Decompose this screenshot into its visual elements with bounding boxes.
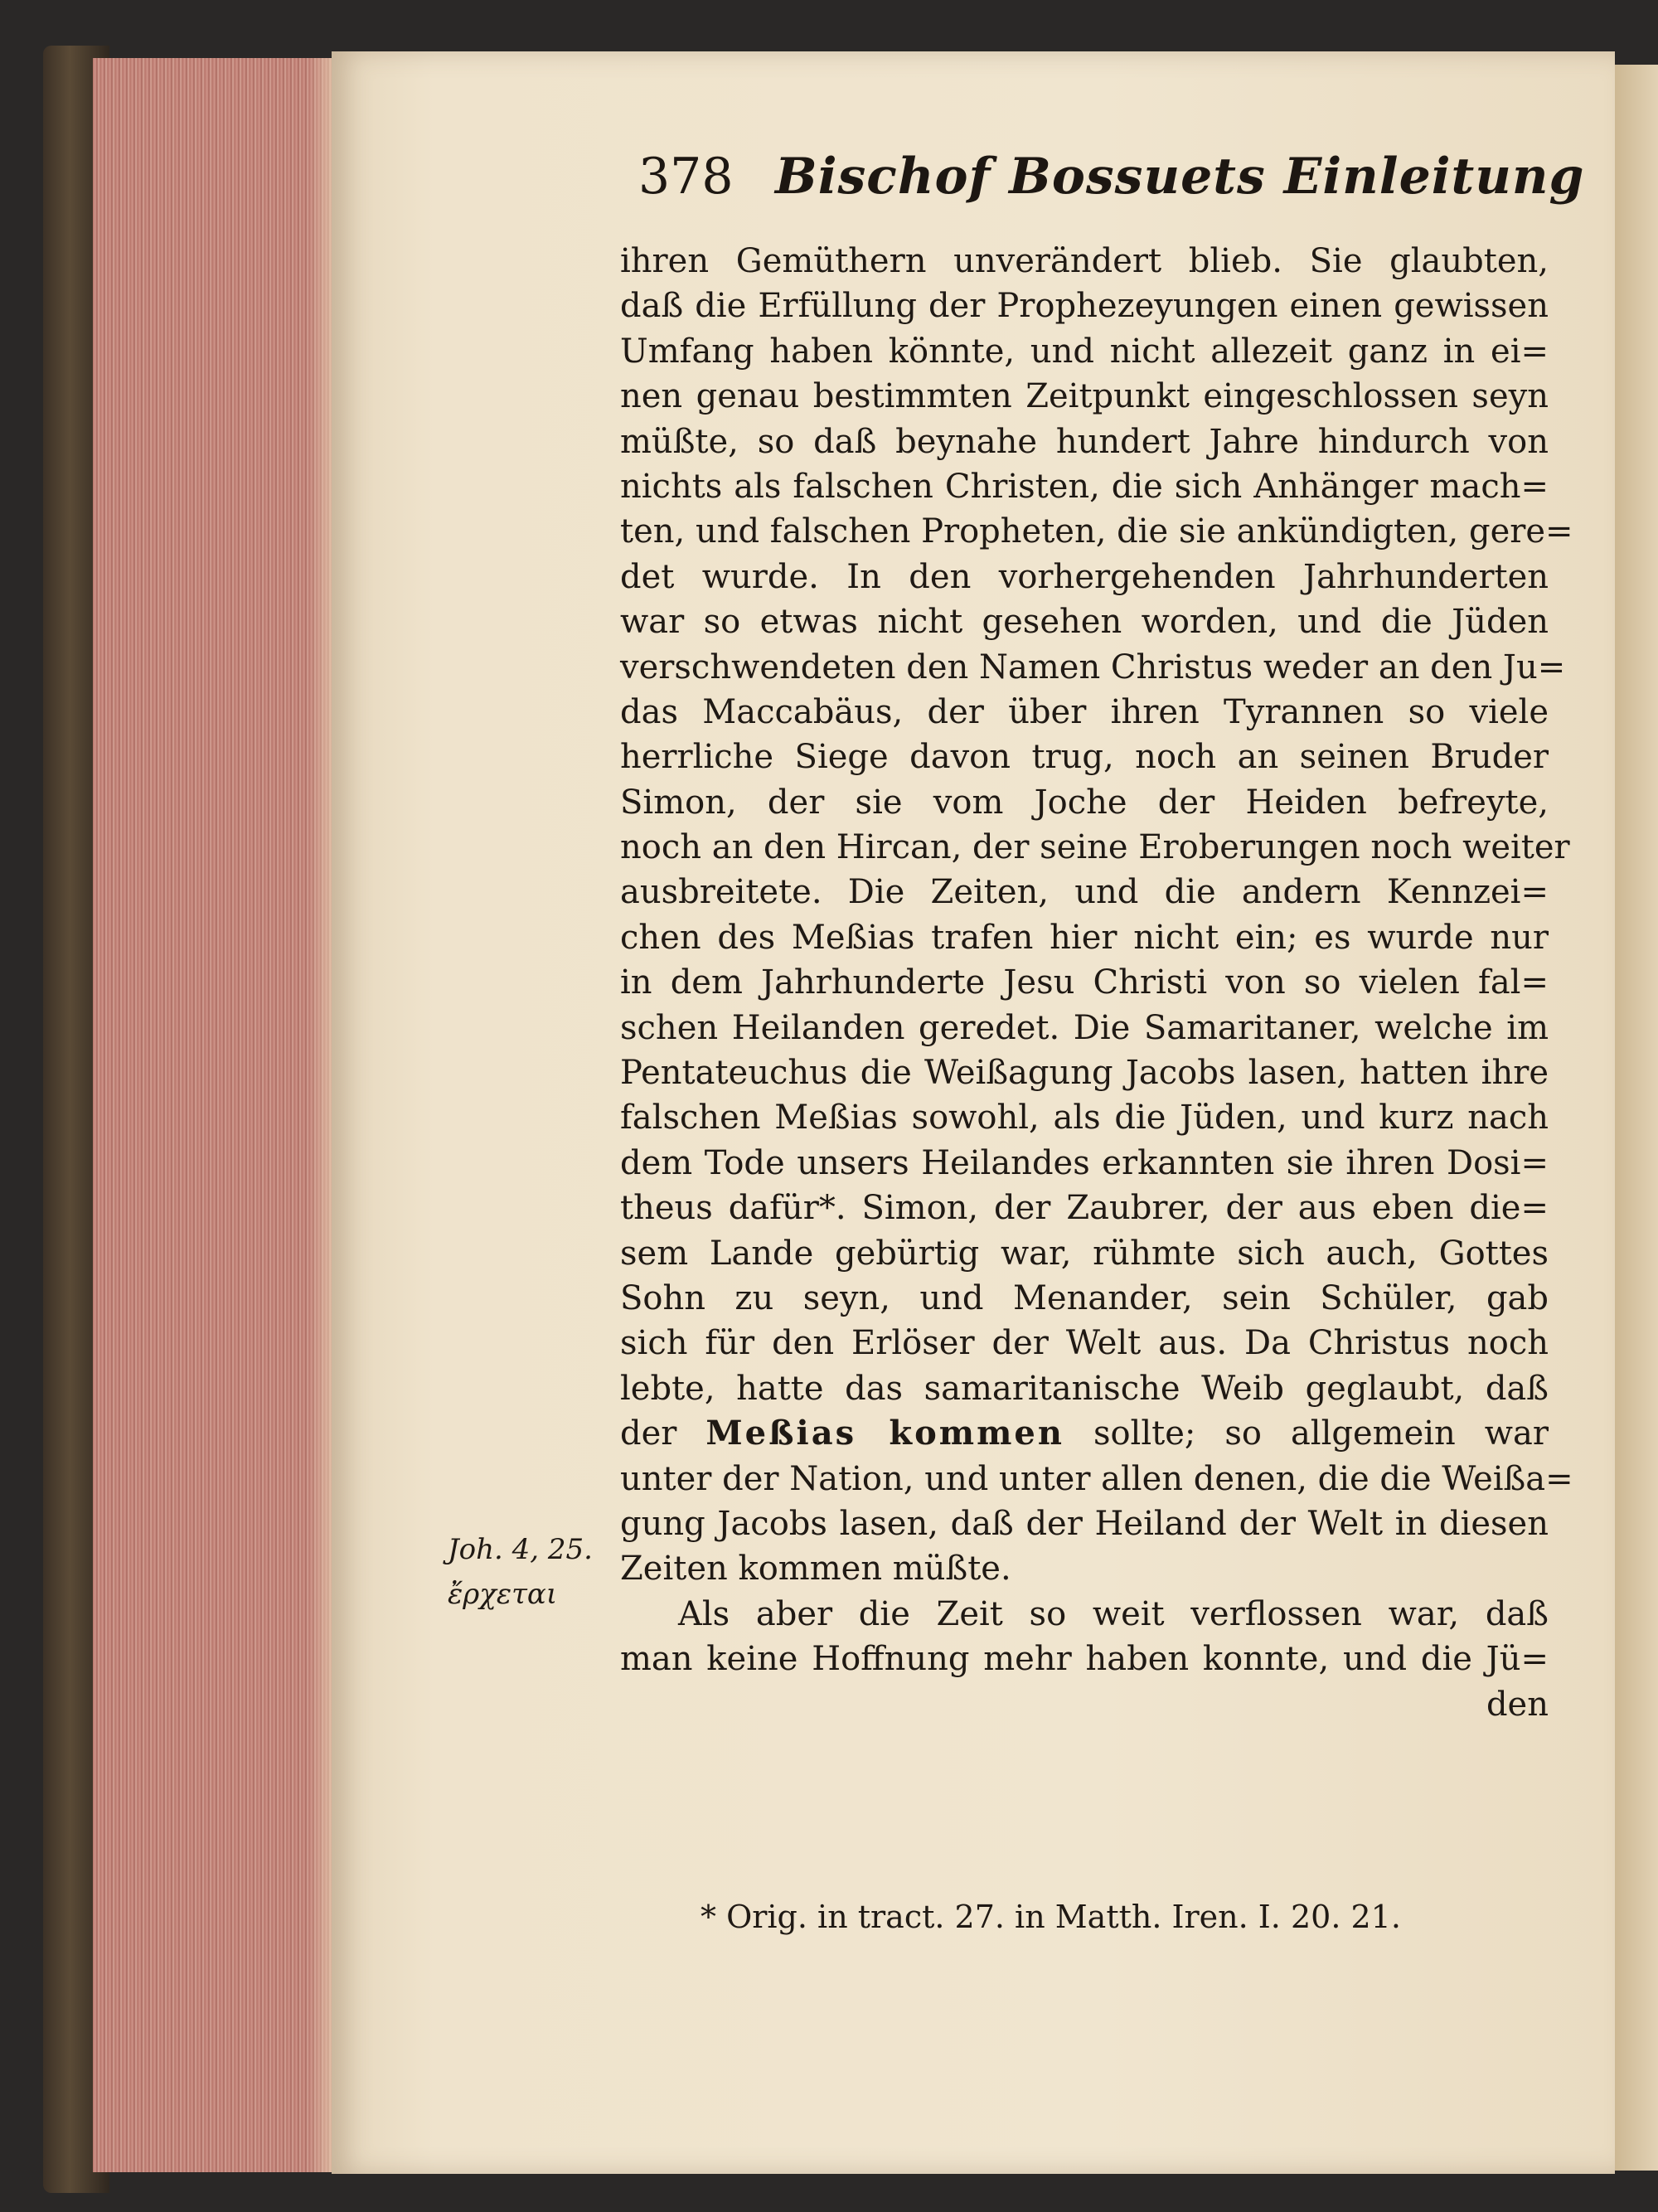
footnote: * Orig. in tract. 27. in Matth. Iren. I. 20. 21. (701, 1899, 1401, 1935)
text-line: herrliche Siege davon trug, noch an seinen Bruder (620, 738, 1549, 777)
page-block-edges (93, 58, 342, 2172)
emph-before: der (620, 1414, 677, 1453)
running-title: Bischof Bossuets Einleitung (775, 148, 1585, 206)
text-line: Sohn zu seyn, und Menander, sein Schüler, gab (620, 1278, 1549, 1317)
page-header (638, 148, 1585, 222)
text-line: ausbreitete. Die Zeiten, und die andern Kennzei= (620, 873, 1549, 912)
text-line: verschwendeten den Namen Christus weder an den Ju= (620, 648, 1566, 686)
text-line: Pentateuchus die Weißagung Jacobs lasen, hatten ihre (620, 1054, 1549, 1093)
margin-greek: ἔρχεται (448, 1578, 558, 1611)
text-line: theus dafür*. Simon, der Zaubrer, der aus eben die= (620, 1189, 1549, 1228)
page-number: 378 (638, 148, 734, 206)
text-line: det wurde. In den vorhergehenden Jahrhunderten (620, 557, 1549, 596)
text-line: gung Jacobs lasen, daß der Heiland der Welt in diesen (620, 1504, 1549, 1543)
text-line: ten, und falschen Propheten, die sie ankündigten, gere= (620, 512, 1573, 551)
text-line: unter der Nation, und unter allen denen, die die Weißa= (620, 1459, 1573, 1498)
text-line: falschen Meßias sowohl, als die Jüden, und kurz nach (620, 1099, 1549, 1138)
margin-reference: Joh. 4, 25. (448, 1533, 593, 1566)
text-line: noch an den Hircan, der seine Eroberungen noch weiter (620, 828, 1570, 867)
text-line: nen genau bestimmten Zeitpunkt eingeschlossen seyn (620, 377, 1549, 416)
paragraph-end-line: Zeiten kommen müßte. (620, 1550, 1011, 1589)
catchword: den (1486, 1685, 1549, 1724)
text-line: dem Tode unsers Heilandes erkannten sie ihren Dosi= (620, 1143, 1549, 1182)
text-line: Simon, der sie vom Joche der Heiden befreyte, (620, 783, 1549, 822)
emphasized-phrase: Meßias kommen (705, 1414, 1064, 1453)
text-line: sich für den Erlöser der Welt aus. Da Christus noch (620, 1324, 1549, 1363)
text-line: das Maccabäus, der über ihren Tyrannen so viele (620, 692, 1549, 731)
margin-note (448, 1527, 613, 1617)
body-text (620, 239, 1573, 1727)
emph-after: sollte; so allgemein war (1093, 1414, 1549, 1453)
text-line: Als aber die Zeit so weit verflossen war, daß (678, 1594, 1549, 1633)
text-line: nichts als falschen Christen, die sich Anhänger mach= (620, 467, 1549, 506)
text-line: ihren Gemüthern unverändert blieb. Sie glaubten, (620, 242, 1549, 280)
facing-page-edge (1615, 65, 1658, 2171)
text-line: war so etwas nicht gesehen worden, und die Jüden (620, 603, 1549, 642)
text-line: Umfang haben könnte, und nicht allezeit ganz in ei= (620, 332, 1549, 371)
text-line: daß die Erfüllung der Prophezeyungen einen gewissen (620, 287, 1549, 326)
text-line: lebte, hatte das samaritanische Weib geglaubt, daß (620, 1369, 1549, 1408)
text-line-emphasis (620, 1411, 1549, 1456)
text-line: müßte, so daß beynahe hundert Jahre hindurch von (620, 422, 1549, 461)
text-line: man keine Hoffnung mehr haben konnte, und die Jü= (620, 1640, 1549, 1679)
text-line: sem Lande gebürtig war, rühmte sich auch, Gottes (620, 1234, 1549, 1273)
text-line: in dem Jahrhunderte Jesu Christi von so vielen fal= (620, 963, 1549, 1002)
text-line: schen Heilanden geredet. Die Samaritaner, welche im (620, 1008, 1549, 1047)
text-line: chen des Meßias trafen hier nicht ein; es wurde nur (620, 918, 1549, 957)
